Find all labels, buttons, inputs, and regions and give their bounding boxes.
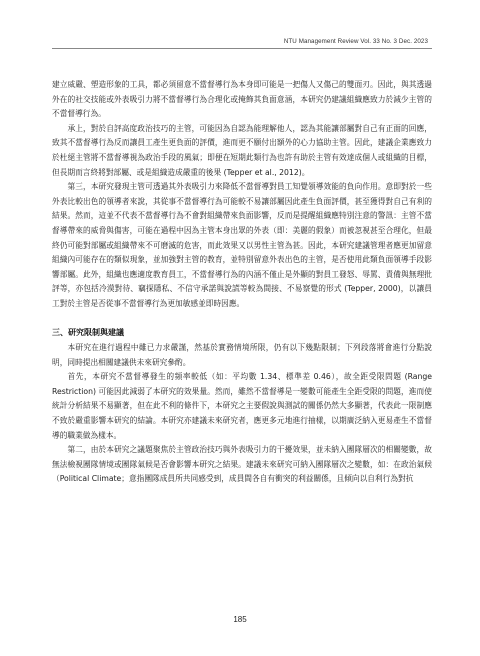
header-divider <box>52 48 432 49</box>
body-text <box>52 78 432 487</box>
paragraph: 承上，對於自評高度政治技巧的主管，可能因為自認為能理解他人，認為其能讓部屬對自己有正面的回應，致其不當督導行為反而讓員工產生更負面的評價，進而更不願付出額外的心力協助主管。因此，建議企業應致力於杜絕主管將不當督導視為政治手段的風氣；即便在短期此類行為也許有助於主管有效達成個人或組織的目標，但長期而言終將對部屬、或是組織造成嚴重的後果 (Tepper et al., 2012)。 <box>52 123 432 177</box>
page-number: 185 <box>233 615 247 624</box>
section-heading: 三、研究限制與建議 <box>52 327 124 337</box>
running-header: NTU Management Review Vol. 33 No. 3 Dec. 2023 <box>283 38 428 45</box>
paragraph: 第二，由於本研究之議題聚焦於主管政治技巧與外表吸引力的干擾效果，並未納入團隊層次的相關變數，故無法檢視團隊情境或團隊氣候是否會影響本研究之結果。建議未來研究可納入團隊層次之變數，如：在政治氣候（Political Climate；意指團隊成員所共同感受到，成員間各自有衝突的利益關係，且傾向以自利行為對抗 <box>52 445 432 484</box>
paragraph: 第三，本研究發現主管可透過其外表吸引力來降低不當督導對員工知覺領導效能的負向作用。意即對於一些外表比較出色的領導者來說，其從事不當督導行為可能較不易讓部屬因此產生負面評價，甚至獲得對自己有利的結果。然而，這並不代表不當督導行為不會對組織帶來負面影響，反而是提醒組織應特別注意的警訊：主管不當督導帶來的威脅與傷害，可能在過程中因為主管本身出眾的外表（即：美麗的假象）而被忽視甚至合理化，但最終仍可能對部屬或組織帶來不可磨滅的危害，而此效果又以男性主管為甚。因此，本研究建議管理者應更加留意組織內可能存在的類似現象，並加強對主管的教育，並特別留意外表出色的主管，是否使用此類負面領導手段影響部屬。此外，組織也應適度教育員工，不當督導行為的內涵不僅止是外顯的對員工發怒、辱罵、責備與無理批評等，亦包括冷漠對待、竊探隱私、不信守承諾與說謊等較為間接、不易察覺的形式 (Tepper, 2000)，以讓員工對於主管是否從事不當督導行為更加敏感並即時因應。 <box>52 182 432 308</box>
paragraph: 本研究在進行過程中雖已力求嚴謹，然基於實務情境所限，仍有以下幾點限制；下列段落將會進行分點說明，同時提出相關建議供未來研究參酌。 <box>52 343 432 367</box>
paragraph: 首先，本研究不當督導發生的頻率較低（如：平均數 1.34、標準差 0.46），故全距受限問題 (Range Restriction) 可能因此減弱了本研究的效果量。然而，雖然不當督導是一變數可能產生全距受限的問題，進而使統計分析結果不易顯著，但在此不利的條件下，本研究之主要假說與測試的關係仍然大多顯著，代表此一限制應不致於嚴重影響本研究的結論。本研究亦建議未來研究者，應更多元地進行抽樣，以期廣泛納入更易產生不當督導的職業做為樣本。 <box>52 372 432 440</box>
paragraph-continuation: 建立威嚴、塑造形象的工具，都必須留意不當督導行為本身即可能是一把傷人又傷己的雙面刃。因此，與其透過外在的社交技能或外表吸引力將不當督導行為合理化或掩飾其負面意涵，本研究仍建議組織應致力於減少主管的不當督導行為。 <box>52 80 432 119</box>
